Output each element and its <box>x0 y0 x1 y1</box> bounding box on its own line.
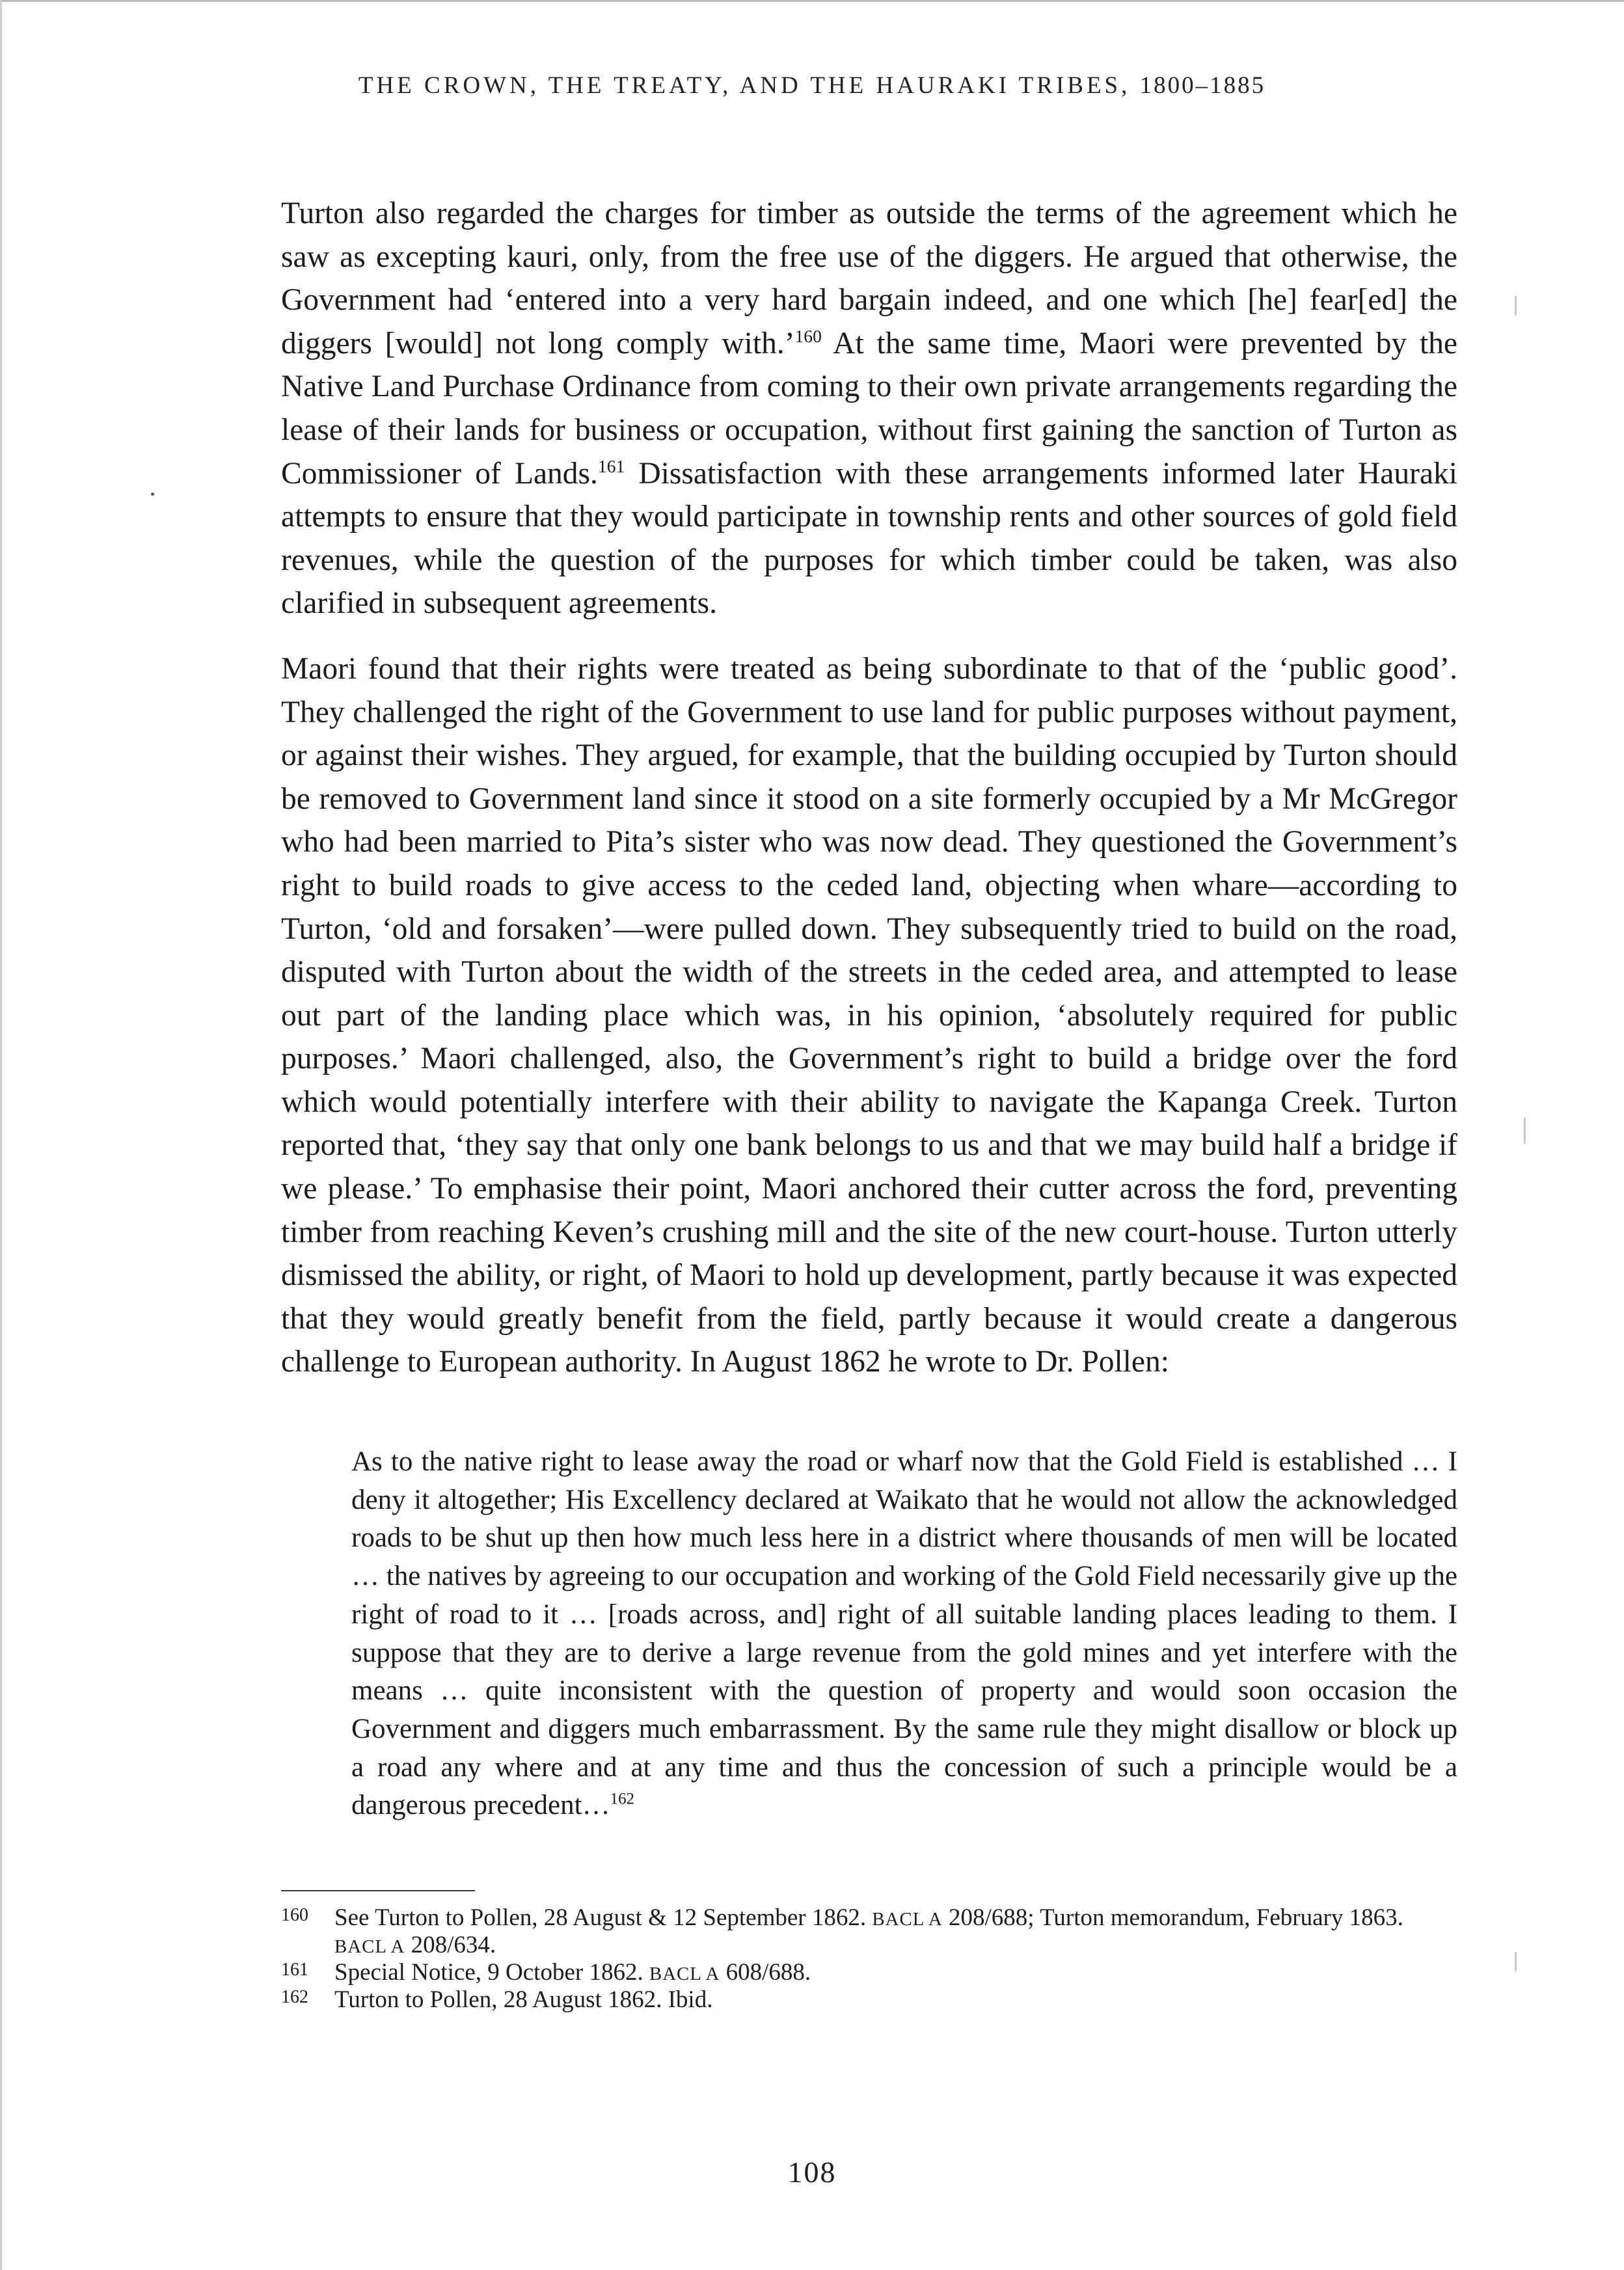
footnote-ref-162: 162 <box>610 1790 634 1808</box>
footnote-text-part: Special Notice, 9 October 1862. <box>334 1959 649 1986</box>
footnote-item <box>281 1960 1457 1987</box>
footnote-number: 162 <box>281 1987 308 2007</box>
footnote-text-part: See Turton to Pollen, 28 August & 12 September 1862. <box>334 1904 873 1931</box>
footnote-text-part: 208/688; Turton memorandum, February 1863. <box>942 1904 1403 1931</box>
footnote-item <box>281 1987 1457 2013</box>
footnote-archive-ref: BACL A <box>649 1964 720 1984</box>
page-edge-top <box>0 0 1624 2</box>
running-head-title: THE CROWN, THE TREATY, AND THE HAURAKI TRIBES, <box>358 72 1140 99</box>
footnote-item <box>281 1905 1457 1960</box>
page-edge-left <box>0 0 2 2270</box>
footnote-archive-ref: BACL A <box>872 1909 943 1930</box>
scan-mark <box>1515 296 1517 316</box>
running-head-years: 1800–1885 <box>1139 72 1266 99</box>
running-head <box>0 72 1624 100</box>
page-number: 108 <box>787 2155 837 2189</box>
body-text <box>281 192 1457 1384</box>
footnote-ref-160: 160 <box>794 325 822 346</box>
footnote-ref-161: 161 <box>597 455 625 476</box>
footnotes <box>281 1905 1457 2013</box>
block-quote <box>351 1443 1457 1825</box>
footnote-divider <box>281 1890 475 1891</box>
footnote-number: 160 <box>281 1905 308 1925</box>
scan-mark <box>1515 1952 1517 1971</box>
footnote-number: 161 <box>281 1960 308 1980</box>
block-quote-text <box>351 1443 1457 1825</box>
footnote-text <box>334 1905 1457 1960</box>
paragraph-1-part-b: At the same time, Maori were prevented by the Native Land Purchase Ordinance from coming to their own private arrangements regarding the lease of their lands for business or occupation, without first gaining the sanction of Turton as Commissioner of Lands. <box>281 326 1458 491</box>
paragraph-1-part-c: Dissatisfaction with these arrangements informed later Hauraki attempts to ensure that they would participate in township rents and other sources of gold field revenues, while the question of the purposes for which timber could be taken, was also clarified in subsequent agreements. <box>281 456 1457 621</box>
footnote-archive-ref: BACL A <box>334 1936 405 1957</box>
paragraph-2: Maori found that their rights were treated as being subordinate to that of the ‘public good’. They challenged the right of the Government to use land for public purposes without payment, or against their wishes. They argued, for example, that the building occupied by Turton should be removed to Government land since it stood on a site formerly occupied by a Mr McGregor who had been married to Pita’s sister who was now dead. They questioned the Government’s right to build roads to give access to the ceded land, objecting when whare—according to Turton, ‘old and forsaken’—were pulled down. They subsequently tried to build on the road, disputed with Turton about the width of the streets in the ceded area, and attempted to lease out part of the landing place which was, in his opinion, ‘absolutely required for public purposes.’ Maori challenged, also, the Government’s right to build a bridge over the ford which would potentially interfere with their ability to navigate the Kapanga Creek. Turton reported that, ‘they say that only one bank belongs to us and that we may build half a bridge if we please.’ To emphasise their point, Maori anchored their cutter across the ford, preventing timber from reaching Keven’s crushing mill and the site of the new court-house. Turton utterly dismissed the ability, or right, of Maori to hold up development, partly because it was expected that they would greatly benefit from the field, partly because it would create a dangerous challenge to European authority. In August 1862 he wrote to Dr. Pollen: <box>281 651 1457 1379</box>
paragraph-1-part-a: Turton also regarded the charges for timber as outside the terms of the agreement which he saw as excepting kauri, only, from the free use of the diggers. He argued that otherwise, the Government had ‘entered into a very hard bargain indeed, and one which [he] fear[ed] the diggers [would] not long comply with.’ <box>281 196 1457 360</box>
footnote-text-part: 208/634. <box>405 1932 496 1958</box>
block-quote-body: As to the native right to lease away the road or wharf now that the Gold Field is established … I deny it altogether; His Excellency declared at Waikato that he would not allow the acknowledged roads to be shut up then how much less here in a district where thousands of men will be located … the natives by agreeing to our occupation and working of the Gold Field necessarily give up the right of road to it … [roads across, and] right of all suitable landing places leading to them. I suppose that they are to derive a large revenue from the gold mines and yet interfere with the means … quite inconsistent with the question of property and would soon occasion the Government and diggers much embarrassment. By the same rule they might disallow or block up a road any where and at any time and thus the concession of such a principle would be a dangerous precedent… <box>351 1446 1457 1821</box>
scan-mark <box>1524 1118 1526 1144</box>
footnote-text-part: 608/688. <box>720 1959 811 1986</box>
footnote-text: Turton to Pollen, 28 August 1862. Ibid. <box>334 1986 713 2013</box>
footnote-text <box>334 1960 1457 1987</box>
scan-speck <box>151 493 154 496</box>
paragraph-1 <box>281 192 1457 625</box>
